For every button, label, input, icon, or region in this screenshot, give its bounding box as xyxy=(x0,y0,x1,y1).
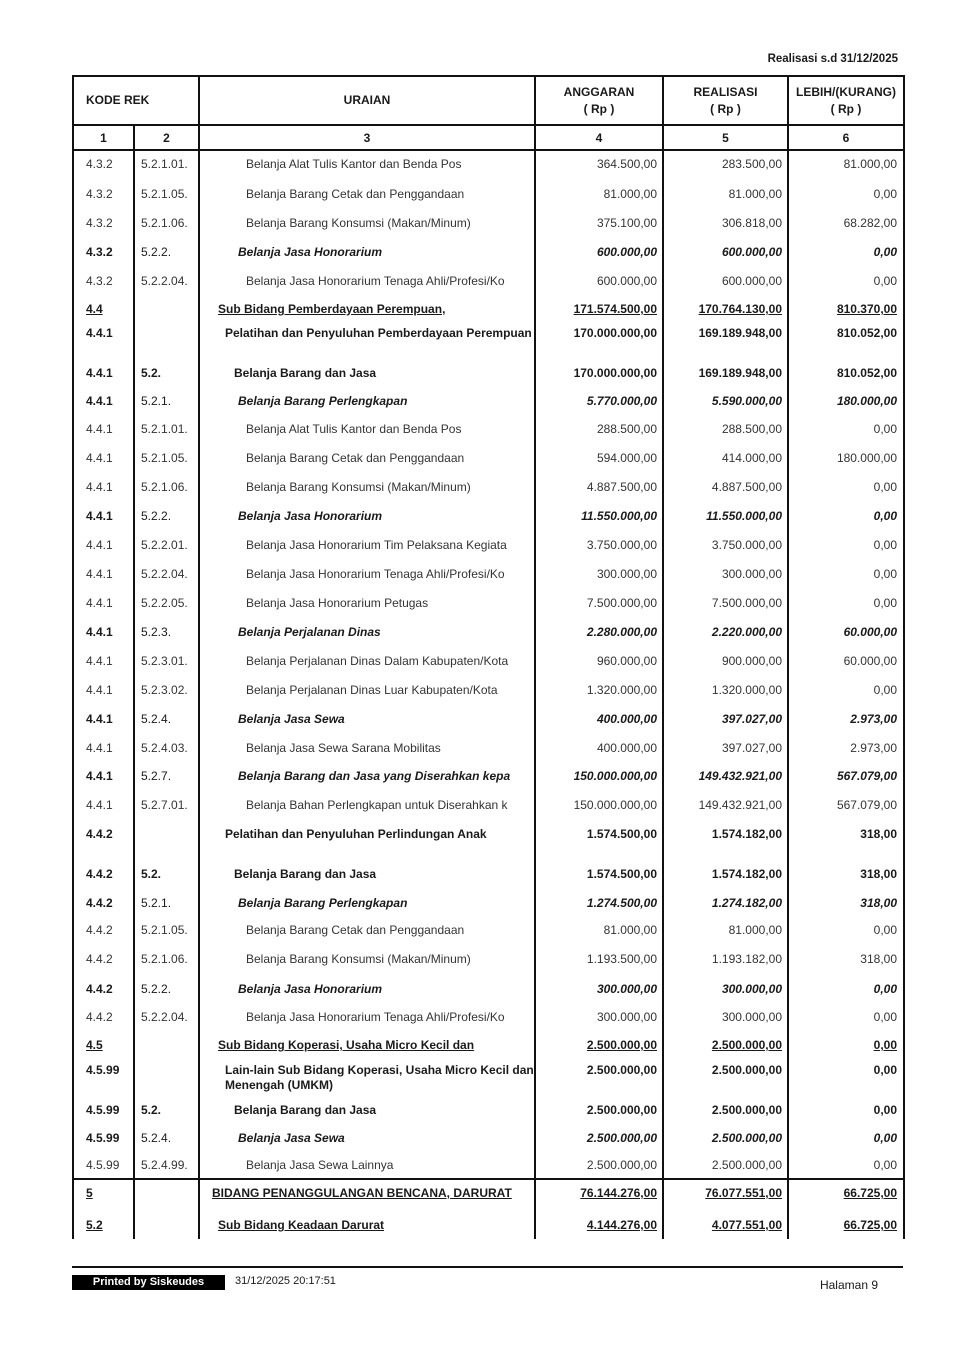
cell-kode-rek-2: 5.2.1. xyxy=(133,890,198,917)
cell-lebih-kurang: 318,00 xyxy=(787,890,905,917)
cell-realisasi: 3.750.000,00 xyxy=(662,532,787,561)
cell-realisasi: 397.027,00 xyxy=(662,706,787,735)
cell-uraian: Belanja Barang Perlengkapan xyxy=(198,388,534,416)
cell-kode-rek-1: 4.5.99 xyxy=(72,1097,133,1125)
cell-kode-rek-1: 4.4.2 xyxy=(72,890,133,917)
cell-uraian: Belanja Barang Konsumsi (Makan/Minum) xyxy=(198,210,534,239)
cell-realisasi: 2.500.000,00 xyxy=(662,1097,787,1125)
cell-realisasi: 2.220.000,00 xyxy=(662,619,787,648)
page-number: Halaman 9 xyxy=(819,1278,878,1292)
cell-kode-rek-2 xyxy=(133,821,198,861)
cell-realisasi: 2.500.000,00 xyxy=(662,1125,787,1152)
cell-anggaran: 364.500,00 xyxy=(534,151,662,181)
cell-realisasi: 397.027,00 xyxy=(662,735,787,763)
cell-realisasi: 5.590.000,00 xyxy=(662,388,787,416)
table-row xyxy=(72,792,905,821)
cell-uraian: Belanja Barang Konsumsi (Makan/Minum) xyxy=(198,946,534,976)
cell-anggaran: 600.000,00 xyxy=(534,239,662,268)
table-row xyxy=(72,503,905,532)
table-row xyxy=(72,296,905,320)
cell-kode-rek-2: 5.2.7. xyxy=(133,763,198,792)
cell-lebih-kurang: 318,00 xyxy=(787,821,905,861)
cell-kode-rek-2: 5.2.1.05. xyxy=(133,181,198,210)
cell-realisasi: 300.000,00 xyxy=(662,1004,787,1032)
cell-lebih-kurang: 0,00 xyxy=(787,561,905,590)
cell-anggaran: 1.193.500,00 xyxy=(534,946,662,976)
cell-realisasi: 169.189.948,00 xyxy=(662,320,787,360)
cell-lebih-kurang: 68.282,00 xyxy=(787,210,905,239)
cell-uraian: Pelatihan dan Penyuluhan Pemberdayaan Perempuan xyxy=(198,320,534,360)
cell-kode-rek-2: 5.2.2. xyxy=(133,239,198,268)
cell-uraian: Belanja Barang Cetak dan Penggandaan xyxy=(198,445,534,474)
cell-uraian: Belanja Perjalanan Dinas xyxy=(198,619,534,648)
cell-kode-rek-1: 4.4.1 xyxy=(72,677,133,706)
cell-kode-rek-2: 5.2.2. xyxy=(133,976,198,1004)
cell-kode-rek-1: 4.4.2 xyxy=(72,917,133,946)
cell-kode-rek-1: 4.4.1 xyxy=(72,416,133,445)
cell-anggaran: 81.000,00 xyxy=(534,181,662,210)
cell-lebih-kurang: 567.079,00 xyxy=(787,792,905,821)
table-header-row xyxy=(72,75,905,126)
cell-anggaran: 1.320.000,00 xyxy=(534,677,662,706)
cell-uraian: Belanja Jasa Honorarium xyxy=(198,503,534,532)
cell-anggaran: 300.000,00 xyxy=(534,561,662,590)
cell-uraian: Lain-lain Sub Bidang Koperasi, Usaha Micro Kecil dan Menengah (UMKM) xyxy=(198,1057,534,1097)
cell-kode-rek-2: 5.2. xyxy=(133,1097,198,1125)
cell-realisasi: 11.550.000,00 xyxy=(662,503,787,532)
cell-kode-rek-2: 5.2.1.01. xyxy=(133,416,198,445)
cell-anggaran: 5.770.000,00 xyxy=(534,388,662,416)
cell-uraian: Belanja Jasa Sewa Sarana Mobilitas xyxy=(198,735,534,763)
cell-lebih-kurang: 0,00 xyxy=(787,474,905,503)
table-row xyxy=(72,976,905,1004)
table-row xyxy=(72,861,905,890)
cell-kode-rek-1: 4.4.1 xyxy=(72,792,133,821)
cell-kode-rek-2: 5.2.1.06. xyxy=(133,946,198,976)
cell-anggaran: 7.500.000,00 xyxy=(534,590,662,619)
cell-anggaran: 2.280.000,00 xyxy=(534,619,662,648)
table-row xyxy=(72,1097,905,1125)
cell-anggaran: 170.000.000,00 xyxy=(534,320,662,360)
cell-realisasi: 2.500.000,00 xyxy=(662,1057,787,1097)
cell-kode-rek-2: 5.2.1.05. xyxy=(133,445,198,474)
table-row xyxy=(72,917,905,946)
table-row xyxy=(72,1057,905,1097)
cell-kode-rek-1: 4.4.2 xyxy=(72,946,133,976)
cell-uraian: Belanja Barang dan Jasa xyxy=(198,1097,534,1125)
table-row xyxy=(72,706,905,735)
cell-kode-rek-2: 5.2.4.03. xyxy=(133,735,198,763)
cell-kode-rek-1: 4.5.99 xyxy=(72,1057,133,1097)
table-row xyxy=(72,561,905,590)
table-row xyxy=(72,388,905,416)
cell-anggaran: 594.000,00 xyxy=(534,445,662,474)
table-body xyxy=(72,151,905,1239)
header-anggaran: ANGGARAN ( Rp ) xyxy=(534,77,662,124)
cell-lebih-kurang: 180.000,00 xyxy=(787,445,905,474)
table-row xyxy=(72,890,905,917)
cell-kode-rek-1: 5 xyxy=(72,1180,133,1212)
table-row xyxy=(72,1178,905,1212)
header-lebih-kurang: LEBIH/(KURANG) ( Rp ) xyxy=(787,77,905,124)
header-kode-rek: KODE REK xyxy=(72,77,198,124)
table-row xyxy=(72,1032,905,1057)
cell-kode-rek-1: 4.4.2 xyxy=(72,1004,133,1032)
cell-kode-rek-1: 4.5 xyxy=(72,1032,133,1057)
header-uraian: URAIAN xyxy=(198,77,534,124)
cell-lebih-kurang: 180.000,00 xyxy=(787,388,905,416)
cell-anggaran: 300.000,00 xyxy=(534,1004,662,1032)
cell-anggaran: 400.000,00 xyxy=(534,706,662,735)
cell-anggaran: 1.574.500,00 xyxy=(534,821,662,861)
cell-lebih-kurang: 0,00 xyxy=(787,503,905,532)
cell-kode-rek-1: 4.4.2 xyxy=(72,976,133,1004)
cell-kode-rek-2: 5.2.2.04. xyxy=(133,1004,198,1032)
cell-kode-rek-1: 4.3.2 xyxy=(72,210,133,239)
cell-uraian: Sub Bidang Keadaan Darurat xyxy=(198,1212,534,1239)
cell-anggaran: 3.750.000,00 xyxy=(534,532,662,561)
cell-anggaran: 288.500,00 xyxy=(534,416,662,445)
table-row xyxy=(72,320,905,360)
table-row xyxy=(72,735,905,763)
col-num-5: 5 xyxy=(662,126,787,149)
table-row xyxy=(72,763,905,792)
cell-lebih-kurang: 0,00 xyxy=(787,976,905,1004)
cell-kode-rek-1: 4.4.1 xyxy=(72,763,133,792)
cell-lebih-kurang: 66.725,00 xyxy=(787,1180,905,1212)
cell-kode-rek-2: 5.2.2.04. xyxy=(133,561,198,590)
cell-uraian: Belanja Perjalanan Dinas Luar Kabupaten/Kota xyxy=(198,677,534,706)
cell-anggaran: 150.000.000,00 xyxy=(534,763,662,792)
table-row xyxy=(72,239,905,268)
cell-kode-rek-2: 5.2.4. xyxy=(133,706,198,735)
cell-anggaran: 960.000,00 xyxy=(534,648,662,677)
cell-lebih-kurang: 0,00 xyxy=(787,416,905,445)
cell-lebih-kurang: 0,00 xyxy=(787,1152,905,1178)
cell-lebih-kurang: 567.079,00 xyxy=(787,763,905,792)
cell-lebih-kurang: 2.973,00 xyxy=(787,735,905,763)
cell-lebih-kurang: 2.973,00 xyxy=(787,706,905,735)
cell-kode-rek-1: 4.3.2 xyxy=(72,239,133,268)
table-row xyxy=(72,821,905,861)
cell-uraian: Belanja Barang Konsumsi (Makan/Minum) xyxy=(198,474,534,503)
table-row xyxy=(72,590,905,619)
cell-lebih-kurang: 0,00 xyxy=(787,917,905,946)
cell-kode-rek-2: 5.2.1. xyxy=(133,388,198,416)
cell-kode-rek-1: 4.4.2 xyxy=(72,861,133,890)
cell-lebih-kurang: 318,00 xyxy=(787,861,905,890)
table-row xyxy=(72,1212,905,1239)
cell-kode-rek-2: 5.2.1.06. xyxy=(133,474,198,503)
cell-uraian: Sub Bidang Pemberdayaan Perempuan, xyxy=(198,296,534,320)
cell-kode-rek-2: 5.2.2. xyxy=(133,503,198,532)
cell-lebih-kurang: 0,00 xyxy=(787,1032,905,1057)
cell-realisasi: 300.000,00 xyxy=(662,561,787,590)
cell-uraian: Belanja Jasa Honorarium xyxy=(198,239,534,268)
cell-realisasi: 169.189.948,00 xyxy=(662,360,787,388)
cell-kode-rek-2 xyxy=(133,1180,198,1212)
cell-lebih-kurang: 0,00 xyxy=(787,181,905,210)
cell-anggaran: 2.500.000,00 xyxy=(534,1032,662,1057)
cell-kode-rek-1: 4.4.1 xyxy=(72,648,133,677)
cell-lebih-kurang: 0,00 xyxy=(787,1097,905,1125)
cell-lebih-kurang: 66.725,00 xyxy=(787,1212,905,1239)
cell-realisasi: 283.500,00 xyxy=(662,151,787,181)
table-row xyxy=(72,360,905,388)
table-row xyxy=(72,1152,905,1178)
cell-realisasi: 2.500.000,00 xyxy=(662,1152,787,1178)
cell-kode-rek-1: 4.4.1 xyxy=(72,474,133,503)
cell-lebih-kurang: 810.052,00 xyxy=(787,320,905,360)
cell-anggaran: 600.000,00 xyxy=(534,268,662,296)
cell-kode-rek-2: 5.2. xyxy=(133,861,198,890)
cell-kode-rek-1: 4.4.1 xyxy=(72,445,133,474)
cell-kode-rek-2: 5.2.3.02. xyxy=(133,677,198,706)
cell-anggaran: 2.500.000,00 xyxy=(534,1097,662,1125)
cell-lebih-kurang: 0,00 xyxy=(787,590,905,619)
cell-lebih-kurang: 60.000,00 xyxy=(787,648,905,677)
cell-realisasi: 4.077.551,00 xyxy=(662,1212,787,1239)
cell-kode-rek-1: 4.4.1 xyxy=(72,532,133,561)
cell-anggaran: 150.000.000,00 xyxy=(534,792,662,821)
cell-uraian: Belanja Bahan Perlengkapan untuk Diserahkan k xyxy=(198,792,534,821)
cell-realisasi: 306.818,00 xyxy=(662,210,787,239)
cell-kode-rek-2: 5.2.1.05. xyxy=(133,917,198,946)
cell-anggaran: 2.500.000,00 xyxy=(534,1057,662,1097)
cell-uraian: Belanja Barang Perlengkapan xyxy=(198,890,534,917)
cell-kode-rek-2: 5.2.2.01. xyxy=(133,532,198,561)
table-row xyxy=(72,181,905,210)
cell-kode-rek-1: 4.4.2 xyxy=(72,821,133,861)
cell-kode-rek-2 xyxy=(133,296,198,320)
cell-uraian: Belanja Jasa Honorarium Tenaga Ahli/Profesi/Ko xyxy=(198,268,534,296)
cell-kode-rek-2: 5.2.1.06. xyxy=(133,210,198,239)
footer-divider xyxy=(72,1266,903,1268)
table-row xyxy=(72,445,905,474)
cell-kode-rek-1: 4.4.1 xyxy=(72,388,133,416)
cell-realisasi: 1.574.182,00 xyxy=(662,861,787,890)
cell-uraian: Belanja Alat Tulis Kantor dan Benda Pos xyxy=(198,416,534,445)
cell-uraian: Belanja Alat Tulis Kantor dan Benda Pos xyxy=(198,151,534,181)
cell-anggaran: 11.550.000,00 xyxy=(534,503,662,532)
cell-anggaran: 4.887.500,00 xyxy=(534,474,662,503)
cell-kode-rek-2 xyxy=(133,1212,198,1239)
cell-uraian: Belanja Barang Cetak dan Penggandaan xyxy=(198,181,534,210)
cell-anggaran: 4.144.276,00 xyxy=(534,1212,662,1239)
col-num-3: 3 xyxy=(198,126,534,149)
cell-kode-rek-1: 4.4.1 xyxy=(72,320,133,360)
cell-kode-rek-2: 5.2.2.05. xyxy=(133,590,198,619)
table-row xyxy=(72,648,905,677)
table-row xyxy=(72,1004,905,1032)
cell-realisasi: 149.432.921,00 xyxy=(662,792,787,821)
cell-uraian: Belanja Perjalanan Dinas Dalam Kabupaten/Kota xyxy=(198,648,534,677)
cell-kode-rek-1: 4.4.1 xyxy=(72,735,133,763)
cell-lebih-kurang: 0,00 xyxy=(787,268,905,296)
table-row xyxy=(72,946,905,976)
cell-kode-rek-1: 4.5.99 xyxy=(72,1125,133,1152)
cell-realisasi: 288.500,00 xyxy=(662,416,787,445)
cell-kode-rek-2 xyxy=(133,1057,198,1097)
print-timestamp: 31/12/2025 20:17:51 xyxy=(235,1275,336,1287)
cell-kode-rek-1: 4.4.1 xyxy=(72,590,133,619)
cell-kode-rek-1: 4.5.99 xyxy=(72,1152,133,1178)
table-row xyxy=(72,677,905,706)
cell-realisasi: 1.193.182,00 xyxy=(662,946,787,976)
cell-realisasi: 414.000,00 xyxy=(662,445,787,474)
cell-anggaran: 76.144.276,00 xyxy=(534,1180,662,1212)
cell-realisasi: 300.000,00 xyxy=(662,976,787,1004)
cell-lebih-kurang: 0,00 xyxy=(787,1125,905,1152)
cell-uraian: Belanja Barang dan Jasa yang Diserahkan kepa xyxy=(198,763,534,792)
cell-kode-rek-1: 4.3.2 xyxy=(72,268,133,296)
col-num-2: 2 xyxy=(133,126,198,149)
table-row xyxy=(72,532,905,561)
header-realisasi: REALISASI ( Rp ) xyxy=(662,77,787,124)
cell-lebih-kurang: 810.052,00 xyxy=(787,360,905,388)
cell-kode-rek-1: 5.2 xyxy=(72,1212,133,1239)
cell-kode-rek-1: 4.3.2 xyxy=(72,151,133,181)
cell-realisasi: 2.500.000,00 xyxy=(662,1032,787,1057)
cell-lebih-kurang: 60.000,00 xyxy=(787,619,905,648)
cell-kode-rek-2: 5.2. xyxy=(133,360,198,388)
cell-uraian: Belanja Jasa Sewa xyxy=(198,706,534,735)
cell-anggaran: 1.574.500,00 xyxy=(534,861,662,890)
table-row xyxy=(72,416,905,445)
cell-anggaran: 400.000,00 xyxy=(534,735,662,763)
cell-realisasi: 7.500.000,00 xyxy=(662,590,787,619)
cell-anggaran: 171.574.500,00 xyxy=(534,296,662,320)
cell-kode-rek-2: 5.2.3.01. xyxy=(133,648,198,677)
report-period-label: Realisasi s.d 31/12/2025 xyxy=(767,53,898,65)
cell-lebih-kurang: 0,00 xyxy=(787,532,905,561)
cell-lebih-kurang: 0,00 xyxy=(787,1004,905,1032)
cell-realisasi: 900.000,00 xyxy=(662,648,787,677)
cell-kode-rek-2: 5.2.3. xyxy=(133,619,198,648)
cell-realisasi: 1.574.182,00 xyxy=(662,821,787,861)
cell-kode-rek-1: 4.4 xyxy=(72,296,133,320)
cell-realisasi: 600.000,00 xyxy=(662,239,787,268)
cell-uraian: Belanja Jasa Honorarium Tenaga Ahli/Profesi/Ko xyxy=(198,1004,534,1032)
column-number-row xyxy=(72,126,905,151)
cell-realisasi: 600.000,00 xyxy=(662,268,787,296)
cell-uraian: Belanja Jasa Sewa xyxy=(198,1125,534,1152)
cell-uraian: Belanja Barang Cetak dan Penggandaan xyxy=(198,917,534,946)
table-row xyxy=(72,210,905,239)
cell-realisasi: 1.320.000,00 xyxy=(662,677,787,706)
cell-uraian: Belanja Jasa Honorarium xyxy=(198,976,534,1004)
budget-realization-table xyxy=(72,75,905,1239)
cell-uraian: BIDANG PENANGGULANGAN BENCANA, DARURAT xyxy=(198,1180,534,1212)
cell-anggaran: 170.000.000,00 xyxy=(534,360,662,388)
cell-kode-rek-1: 4.4.1 xyxy=(72,619,133,648)
cell-anggaran: 2.500.000,00 xyxy=(534,1152,662,1178)
cell-lebih-kurang: 81.000,00 xyxy=(787,151,905,181)
cell-kode-rek-2 xyxy=(133,320,198,360)
table-row xyxy=(72,1125,905,1152)
cell-lebih-kurang: 810.370,00 xyxy=(787,296,905,320)
col-num-6: 6 xyxy=(787,126,905,149)
col-num-1: 1 xyxy=(72,126,133,149)
cell-anggaran: 300.000,00 xyxy=(534,976,662,1004)
cell-kode-rek-1: 4.3.2 xyxy=(72,181,133,210)
cell-kode-rek-2: 5.2.1.01. xyxy=(133,151,198,181)
table-row xyxy=(72,268,905,296)
cell-kode-rek-2: 5.2.4.99. xyxy=(133,1152,198,1178)
cell-realisasi: 1.274.182,00 xyxy=(662,890,787,917)
cell-realisasi: 81.000,00 xyxy=(662,917,787,946)
cell-anggaran: 1.274.500,00 xyxy=(534,890,662,917)
cell-kode-rek-2: 5.2.7.01. xyxy=(133,792,198,821)
cell-uraian: Pelatihan dan Penyuluhan Perlindungan Anak xyxy=(198,821,534,861)
cell-realisasi: 4.887.500,00 xyxy=(662,474,787,503)
cell-realisasi: 170.764.130,00 xyxy=(662,296,787,320)
cell-uraian: Sub Bidang Koperasi, Usaha Micro Kecil dan xyxy=(198,1032,534,1057)
cell-kode-rek-2: 5.2.2.04. xyxy=(133,268,198,296)
cell-realisasi: 149.432.921,00 xyxy=(662,763,787,792)
cell-uraian: Belanja Jasa Honorarium Tim Pelaksana Kegiata xyxy=(198,532,534,561)
cell-uraian: Belanja Jasa Sewa Lainnya xyxy=(198,1152,534,1178)
cell-uraian: Belanja Barang dan Jasa xyxy=(198,861,534,890)
cell-uraian: Belanja Jasa Honorarium Tenaga Ahli/Profesi/Ko xyxy=(198,561,534,590)
cell-lebih-kurang: 0,00 xyxy=(787,239,905,268)
cell-kode-rek-1: 4.4.1 xyxy=(72,360,133,388)
table-row xyxy=(72,151,905,181)
cell-uraian: Belanja Barang dan Jasa xyxy=(198,360,534,388)
cell-realisasi: 81.000,00 xyxy=(662,181,787,210)
cell-lebih-kurang: 0,00 xyxy=(787,677,905,706)
cell-kode-rek-2: 5.2.4. xyxy=(133,1125,198,1152)
col-num-4: 4 xyxy=(534,126,662,149)
cell-kode-rek-1: 4.4.1 xyxy=(72,561,133,590)
printed-by-badge: Printed by Siskeudes xyxy=(72,1275,225,1290)
cell-anggaran: 81.000,00 xyxy=(534,917,662,946)
cell-anggaran: 375.100,00 xyxy=(534,210,662,239)
cell-uraian: Belanja Jasa Honorarium Petugas xyxy=(198,590,534,619)
cell-lebih-kurang: 0,00 xyxy=(787,1057,905,1097)
cell-kode-rek-2 xyxy=(133,1032,198,1057)
cell-lebih-kurang: 318,00 xyxy=(787,946,905,976)
cell-anggaran: 2.500.000,00 xyxy=(534,1125,662,1152)
table-row xyxy=(72,619,905,648)
cell-kode-rek-1: 4.4.1 xyxy=(72,706,133,735)
cell-kode-rek-1: 4.4.1 xyxy=(72,503,133,532)
table-row xyxy=(72,474,905,503)
cell-realisasi: 76.077.551,00 xyxy=(662,1180,787,1212)
